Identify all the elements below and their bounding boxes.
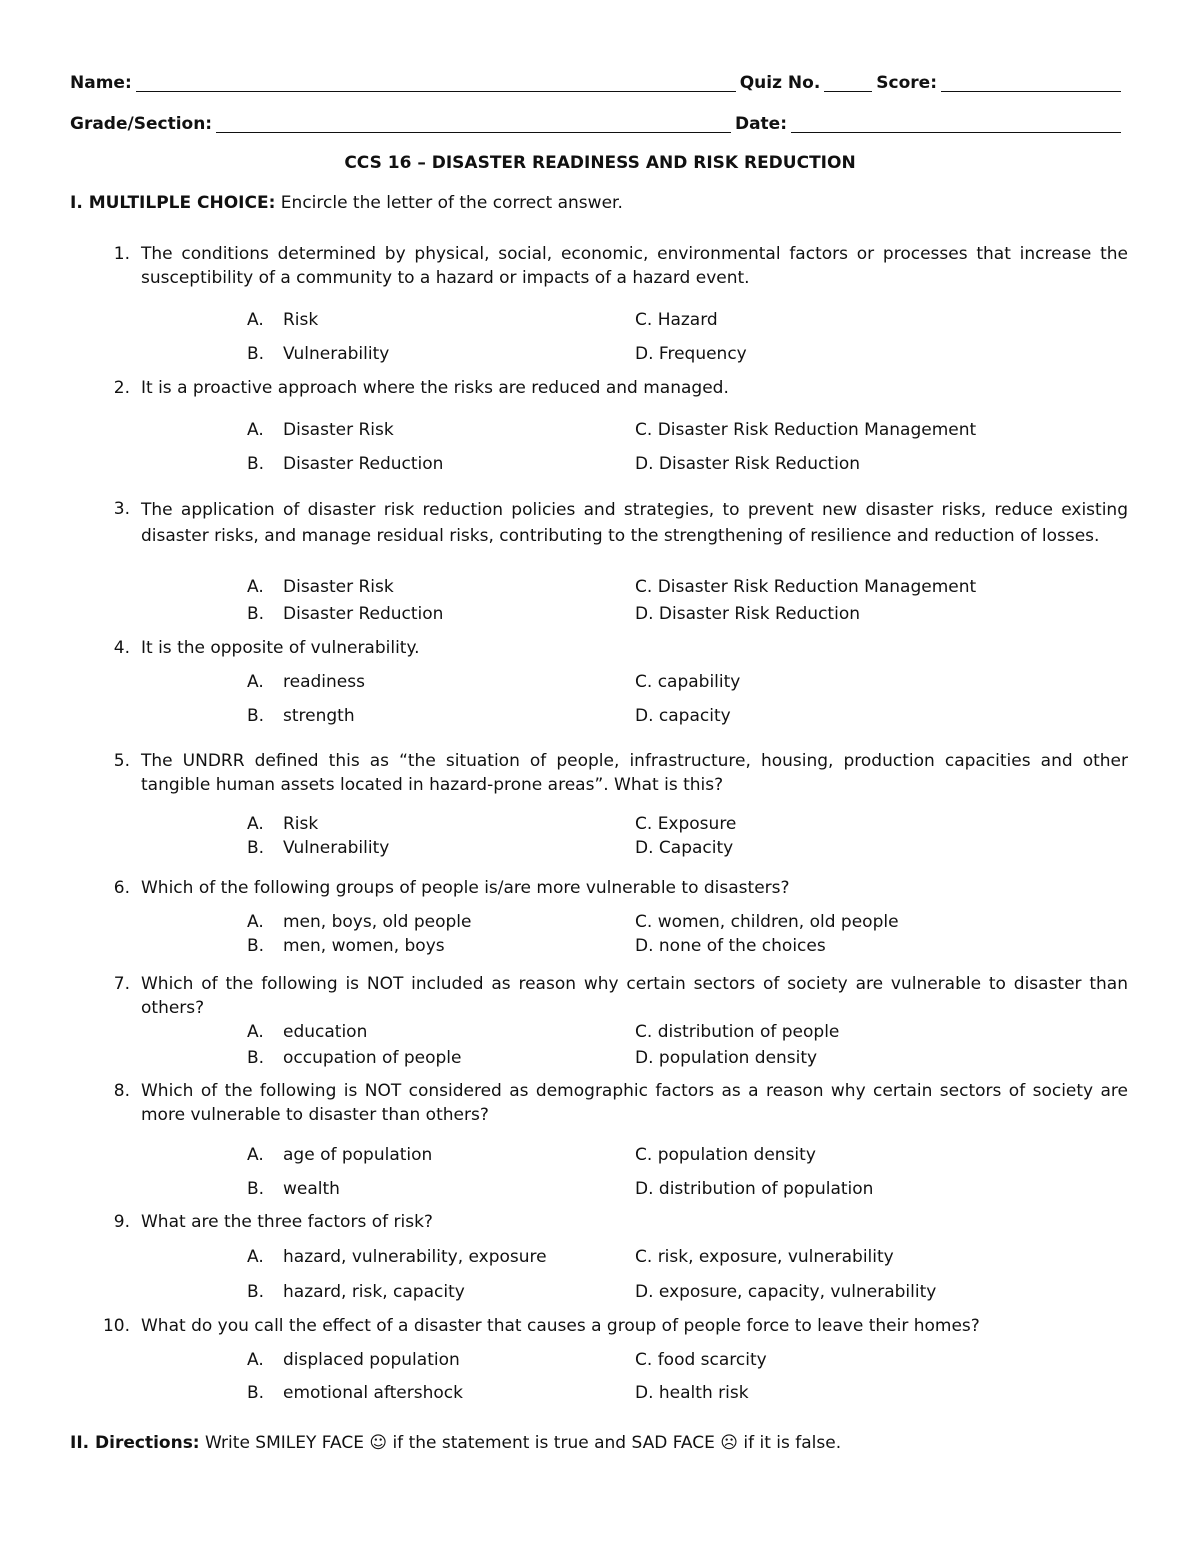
option-letter: D. [635,1179,654,1199]
option-text: capability [657,672,741,692]
option-text: Disaster Risk Reduction [658,454,860,474]
option-letter: C. [635,1350,653,1370]
part2-instruction: Write SMILEY FACE ☺ if the statement is true and SAD FACE ☹ if it is false. [205,1433,842,1453]
quiz-no-field[interactable] [824,73,872,92]
option-letter: C. [635,420,653,440]
part2-header [70,1431,1130,1455]
option-letter: B. [247,1048,265,1068]
option-letter: D. [635,1048,654,1068]
q9-option-d[interactable] [635,1280,936,1304]
option-text: men, women, boys [283,936,445,956]
option-letter: D. [635,936,654,956]
question-stem: The conditions determined by physical, social, economic, environmental factors or processes that increase the susceptibility of a community to a hazard or impacts of a hazard event. [141,244,1128,288]
option-text: population density [657,1145,816,1165]
q3-option-c[interactable] [635,575,976,599]
q9-option-a[interactable] [247,1245,547,1269]
q7-option-b[interactable] [247,1046,461,1070]
option-letter: D. [635,454,654,474]
option-letter: B. [247,344,265,364]
q5-option-d[interactable] [635,836,733,860]
option-letter: D. [635,706,654,726]
option-letter: C. [635,912,653,932]
question-number: 7. [113,974,130,994]
question-stem: Which of the following is NOT considered as demographic factors as a reason why certain sectors of society are more vulnerable to disaster than others? [141,1081,1128,1125]
q8-option-d[interactable] [635,1177,873,1201]
q1-option-a[interactable] [247,308,318,332]
grade-section-field[interactable] [216,114,731,133]
question-stem: Which of the following groups of people is/are more vulnerable to disasters? [141,878,790,898]
name-field[interactable] [136,73,736,92]
option-letter: C. [635,1145,653,1165]
q7-option-c[interactable] [635,1020,839,1044]
part1-heading: I. MULTILPLE CHOICE: [70,193,276,213]
date-field[interactable] [791,114,1121,133]
name-label: Name: [70,73,132,93]
option-text: Exposure [657,814,737,834]
q9-option-c[interactable] [635,1245,894,1269]
q10-option-b[interactable] [247,1381,463,1405]
date-label: Date: [734,114,787,134]
option-text: capacity [658,706,731,726]
question-number: 9. [113,1212,130,1232]
part2-heading: II. Directions: [70,1433,200,1453]
option-letter: A. [247,672,264,692]
option-text: age of population [283,1145,433,1165]
q4-option-b[interactable] [247,704,355,728]
option-text: strength [283,706,355,726]
option-text: food scarcity [657,1350,767,1370]
part1-instruction: Encircle the letter of the correct answer. [280,193,623,213]
q5-option-c[interactable] [635,812,736,836]
option-text: Disaster Risk Reduction Management [657,420,977,440]
part1-header [70,191,1130,215]
page-title: CCS 16 – DISASTER READINESS AND RISK REDUCTION [344,153,856,173]
option-letter: A. [247,912,264,932]
option-text: hazard, risk, capacity [283,1282,465,1302]
question-number: 1. [113,244,130,264]
option-text: displaced population [283,1350,460,1370]
header-row-1 [70,71,1125,95]
option-text: Disaster Reduction [283,454,444,474]
question-stem: It is a proactive approach where the risks are reduced and managed. [141,378,729,398]
option-text: population density [658,1048,818,1068]
option-text: distribution of people [657,1022,840,1042]
option-text: hazard, vulnerability, exposure [283,1247,547,1267]
q10-option-c[interactable] [635,1348,767,1372]
grade-section-label: Grade/Section: [70,114,213,134]
q7-option-d[interactable] [635,1046,817,1070]
question-number: 4. [113,638,130,658]
option-text: Disaster Risk Reduction [658,604,860,624]
q6-option-d[interactable] [635,934,826,958]
option-letter: A. [247,814,264,834]
option-text: exposure, capacity, vulnerability [658,1282,937,1302]
q6-option-a[interactable] [247,910,471,934]
q5-option-a[interactable] [247,812,318,836]
option-letter: A. [247,310,264,330]
option-text: health risk [658,1383,749,1403]
q10-option-d[interactable] [635,1381,749,1405]
option-letter: A. [247,577,264,597]
q1-option-d[interactable] [635,342,747,366]
option-text: occupation of people [283,1048,462,1068]
option-text: none of the choices [658,936,826,956]
q1-option-b[interactable] [247,342,389,366]
question-number: 10. [102,1316,130,1336]
option-text: risk, exposure, vulnerability [657,1247,894,1267]
option-text: Hazard [657,310,718,330]
q6-option-b[interactable] [247,934,445,958]
option-letter: B. [247,1383,265,1403]
option-text: women, children, old people [657,912,899,932]
quiz-no-label: Quiz No. [739,73,821,93]
option-text: distribution of population [658,1179,874,1199]
option-text: Disaster Risk [283,420,394,440]
option-text: Disaster Reduction [283,604,444,624]
option-letter: A. [247,1022,264,1042]
option-text: men, boys, old people [283,912,472,932]
score-field[interactable] [941,73,1121,92]
question-stem: What do you call the effect of a disaster that causes a group of people force to leave their homes? [141,1316,980,1336]
q4-option-d[interactable] [635,704,731,728]
option-letter: D. [635,1383,654,1403]
question-number: 8. [113,1081,130,1101]
score-label: Score: [876,73,937,93]
q9-option-b[interactable] [247,1280,465,1304]
option-text: Disaster Risk Reduction Management [657,577,977,597]
option-text: wealth [283,1179,340,1199]
option-text: Disaster Risk [283,577,394,597]
option-letter: D. [635,604,654,624]
option-letter: A. [247,420,264,440]
question-stem: The UNDRR defined this as “the situation of people, infrastructure, housing, production capacities and other tangible human assets located in hazard-prone areas”. What is this? [141,751,1128,795]
option-letter: C. [635,310,653,330]
option-text: Vulnerability [283,838,390,858]
question-stem: The application of disaster risk reduction policies and strategies, to prevent new disaster risks, reduce existing disaster risks, and manage residual risks, contributing to the strengthening of resilience and reduction of losses. [141,500,1128,546]
question-stem: Which of the following is NOT included as reason why certain sectors of society are vulnerable to disaster than others? [141,974,1128,1018]
option-text: emotional aftershock [283,1383,463,1403]
option-letter: C. [635,1247,653,1267]
option-letter: A. [247,1350,264,1370]
option-letter: B. [247,1282,265,1302]
q7-option-a[interactable] [247,1020,367,1044]
q1-option-c[interactable] [635,308,718,332]
option-letter: A. [247,1145,264,1165]
option-letter: C. [635,577,653,597]
q6-option-c[interactable] [635,910,899,934]
option-letter: B. [247,706,265,726]
option-text: Capacity [658,838,734,858]
q2-option-b[interactable] [247,452,443,476]
option-letter: C. [635,1022,653,1042]
q2-option-a[interactable] [247,418,394,442]
option-letter: B. [247,838,265,858]
q4-option-a[interactable] [247,670,365,694]
q2-option-d[interactable] [635,452,860,476]
option-letter: C. [635,672,653,692]
q4-option-c[interactable] [635,670,740,694]
option-text: Risk [283,310,319,330]
question-number: 3. [113,499,130,519]
option-letter: D. [635,1282,654,1302]
option-text: Risk [283,814,319,834]
option-letter: B. [247,1179,265,1199]
option-letter: B. [247,454,265,474]
option-letter: D. [635,344,654,364]
question-number: 6. [113,878,130,898]
question-number: 2. [113,378,130,398]
option-letter: A. [247,1247,264,1267]
option-text: education [283,1022,368,1042]
q8-option-b[interactable] [247,1177,340,1201]
option-text: Vulnerability [283,344,390,364]
question-stem: It is the opposite of vulnerability. [141,638,420,658]
option-letter: B. [247,604,265,624]
q8-option-c[interactable] [635,1143,816,1167]
q3-option-b[interactable] [247,602,443,626]
option-text: readiness [283,672,365,692]
q5-option-b[interactable] [247,836,389,860]
option-text: Frequency [658,344,747,364]
header-row-2 [70,112,1125,136]
q10-option-a[interactable] [247,1348,460,1372]
q3-option-a[interactable] [247,575,394,599]
option-letter: C. [635,814,653,834]
question-number: 5. [113,751,130,771]
question-stem: What are the three factors of risk? [141,1212,433,1232]
q8-option-a[interactable] [247,1143,432,1167]
option-letter: D. [635,838,654,858]
q3-option-d[interactable] [635,602,860,626]
q2-option-c[interactable] [635,418,976,442]
option-letter: B. [247,936,265,956]
